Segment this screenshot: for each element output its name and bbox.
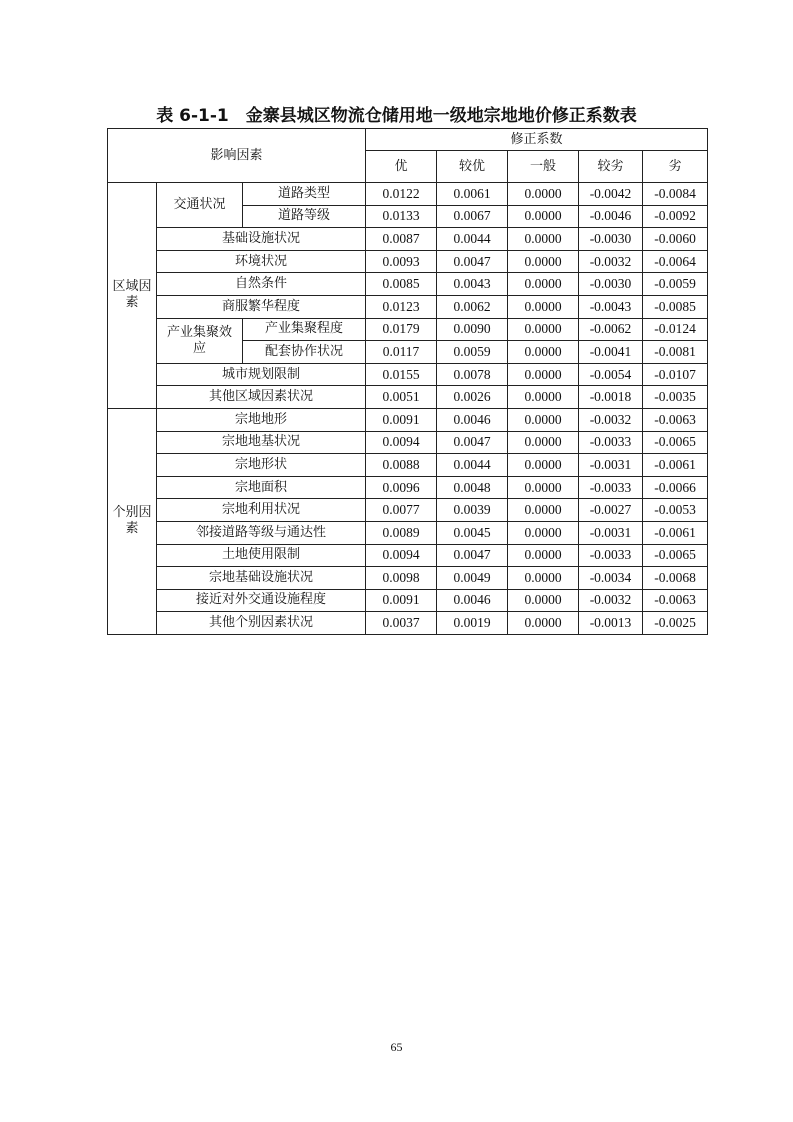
coef-value: 0.0000 [508,589,579,612]
factor-label: 宗地面积 [157,476,366,499]
factor-label: 商服繁华程度 [157,295,366,318]
coef-value: -0.0027 [579,499,643,522]
table-row [108,454,708,477]
coef-value: 0.0061 [437,183,508,206]
coef-value: -0.0032 [579,408,643,431]
coef-value: 0.0000 [508,499,579,522]
coef-value: -0.0063 [643,589,708,612]
table-row [108,544,708,567]
coef-value: 0.0000 [508,341,579,364]
coef-value: 0.0048 [437,476,508,499]
table-row [108,273,708,296]
table-title: 表 6-1-1 金寨县城区物流仓储用地一级地宗地地价修正系数表 [156,106,637,126]
coef-value: 0.0000 [508,183,579,206]
coef-value: 0.0000 [508,318,579,341]
coef-value: 0.0044 [437,454,508,477]
coef-value: -0.0092 [643,205,708,228]
coef-value: -0.0042 [579,183,643,206]
table-row [108,431,708,454]
coef-value: 0.0000 [508,273,579,296]
coef-value: 0.0043 [437,273,508,296]
coef-value: 0.0046 [437,589,508,612]
coef-value: -0.0018 [579,386,643,409]
coef-value: 0.0093 [366,250,437,273]
factor-label: 基础设施状况 [157,228,366,251]
coef-value: 0.0098 [366,567,437,590]
coef-value: 0.0049 [437,567,508,590]
coef-value: 0.0089 [366,521,437,544]
table-row [108,567,708,590]
header-grade: 优 [366,151,437,183]
table-body [108,129,708,635]
coef-value: 0.0051 [366,386,437,409]
coef-value: 0.0091 [366,408,437,431]
coef-value: -0.0084 [643,183,708,206]
coef-value: -0.0046 [579,205,643,228]
factor-label: 自然条件 [157,273,366,296]
coef-value: -0.0068 [643,567,708,590]
coef-value: 0.0000 [508,544,579,567]
coef-value: -0.0033 [579,431,643,454]
coef-value: 0.0117 [366,341,437,364]
coef-value: 0.0067 [437,205,508,228]
coef-value: 0.0000 [508,205,579,228]
coef-value: -0.0032 [579,250,643,273]
factor-label: 宗地形状 [157,454,366,477]
header-grade: 较劣 [579,151,643,183]
factor-label: 土地使用限制 [157,544,366,567]
coef-value: -0.0035 [643,386,708,409]
table-row [108,183,708,206]
coef-value: 0.0019 [437,612,508,635]
factor-label: 宗地地形 [157,408,366,431]
coef-value: -0.0062 [579,318,643,341]
coef-value: 0.0155 [366,363,437,386]
coef-value: -0.0060 [643,228,708,251]
table-row [108,589,708,612]
coef-value: 0.0000 [508,363,579,386]
coef-value: 0.0047 [437,544,508,567]
coef-value: 0.0047 [437,431,508,454]
factor-label: 其他个别因素状况 [157,612,366,635]
header-row-1 [108,129,708,151]
factor-label: 道路等级 [243,205,366,228]
coef-value: 0.0000 [508,476,579,499]
coef-value: 0.0000 [508,567,579,590]
coef-value: -0.0124 [643,318,708,341]
factor-label: 城市规划限制 [157,363,366,386]
coef-value: -0.0054 [579,363,643,386]
coef-value: 0.0000 [508,612,579,635]
coef-value: 0.0000 [508,386,579,409]
coef-value: 0.0087 [366,228,437,251]
coef-value: 0.0026 [437,386,508,409]
table-row [108,521,708,544]
subgroup-industry: 产业集聚效应 [157,318,243,363]
coef-value: -0.0066 [643,476,708,499]
factor-label: 道路类型 [243,183,366,206]
table-row [108,250,708,273]
coef-value: 0.0039 [437,499,508,522]
page-number: 65 [390,1040,403,1054]
coef-value: -0.0033 [579,544,643,567]
header-factor: 影响因素 [108,129,366,183]
coef-value: 0.0133 [366,205,437,228]
table-row [108,499,708,522]
coef-value: 0.0088 [366,454,437,477]
coef-value: 0.0091 [366,589,437,612]
table-row [108,476,708,499]
coef-value: -0.0107 [643,363,708,386]
coef-value: 0.0000 [508,454,579,477]
coef-value: 0.0123 [366,295,437,318]
coefficient-table [107,128,708,635]
coef-value: -0.0085 [643,295,708,318]
coef-value: 0.0059 [437,341,508,364]
factor-label: 宗地地基状况 [157,431,366,454]
coef-value: 0.0046 [437,408,508,431]
coef-value: 0.0000 [508,408,579,431]
coef-value: -0.0032 [579,589,643,612]
coef-value: -0.0063 [643,408,708,431]
subgroup-traffic: 交通状况 [157,183,243,228]
coef-value: 0.0096 [366,476,437,499]
group-individual: 个别因素 [108,408,157,634]
coef-value: 0.0000 [508,228,579,251]
coef-value: -0.0031 [579,454,643,477]
table-row [108,295,708,318]
coef-value: 0.0000 [508,295,579,318]
coef-value: -0.0061 [643,521,708,544]
coef-value: 0.0045 [437,521,508,544]
coef-value: 0.0085 [366,273,437,296]
coef-value: -0.0030 [579,228,643,251]
coef-value: -0.0081 [643,341,708,364]
factor-label: 宗地利用状况 [157,499,366,522]
header-coef: 修正系数 [366,129,708,151]
factor-label: 宗地基础设施状况 [157,567,366,590]
coef-value: 0.0047 [437,250,508,273]
coef-value: 0.0000 [508,250,579,273]
factor-label: 配套协作状况 [243,341,366,364]
coef-value: 0.0094 [366,431,437,454]
coef-value: 0.0037 [366,612,437,635]
table-row [108,612,708,635]
coef-value: 0.0078 [437,363,508,386]
factor-label: 邻接道路等级与通达性 [157,521,366,544]
coef-value: -0.0030 [579,273,643,296]
header-grade: 一般 [508,151,579,183]
table-row [108,408,708,431]
factor-label: 接近对外交通设施程度 [157,589,366,612]
factor-label: 产业集聚程度 [243,318,366,341]
coef-value: -0.0043 [579,295,643,318]
coef-value: -0.0041 [579,341,643,364]
coef-value: -0.0064 [643,250,708,273]
table-row [108,228,708,251]
table-row [108,363,708,386]
table-row [108,386,708,409]
coef-value: -0.0033 [579,476,643,499]
coef-value: -0.0059 [643,273,708,296]
group-regional: 区域因素 [108,183,157,409]
factor-label: 其他区域因素状况 [157,386,366,409]
header-grade: 较优 [437,151,508,183]
coef-value: 0.0090 [437,318,508,341]
coef-value: 0.0000 [508,521,579,544]
coef-value: -0.0061 [643,454,708,477]
coef-value: 0.0094 [366,544,437,567]
coef-value: 0.0077 [366,499,437,522]
coef-value: 0.0179 [366,318,437,341]
factor-label: 环境状况 [157,250,366,273]
coef-value: 0.0000 [508,431,579,454]
coef-value: 0.0122 [366,183,437,206]
coef-value: -0.0065 [643,431,708,454]
coef-value: 0.0062 [437,295,508,318]
coef-value: -0.0065 [643,544,708,567]
coef-value: 0.0044 [437,228,508,251]
coef-value: -0.0031 [579,521,643,544]
table-row [108,318,708,341]
coef-value: -0.0034 [579,567,643,590]
coef-value: -0.0053 [643,499,708,522]
coef-value: -0.0025 [643,612,708,635]
header-grade: 劣 [643,151,708,183]
coef-value: -0.0013 [579,612,643,635]
